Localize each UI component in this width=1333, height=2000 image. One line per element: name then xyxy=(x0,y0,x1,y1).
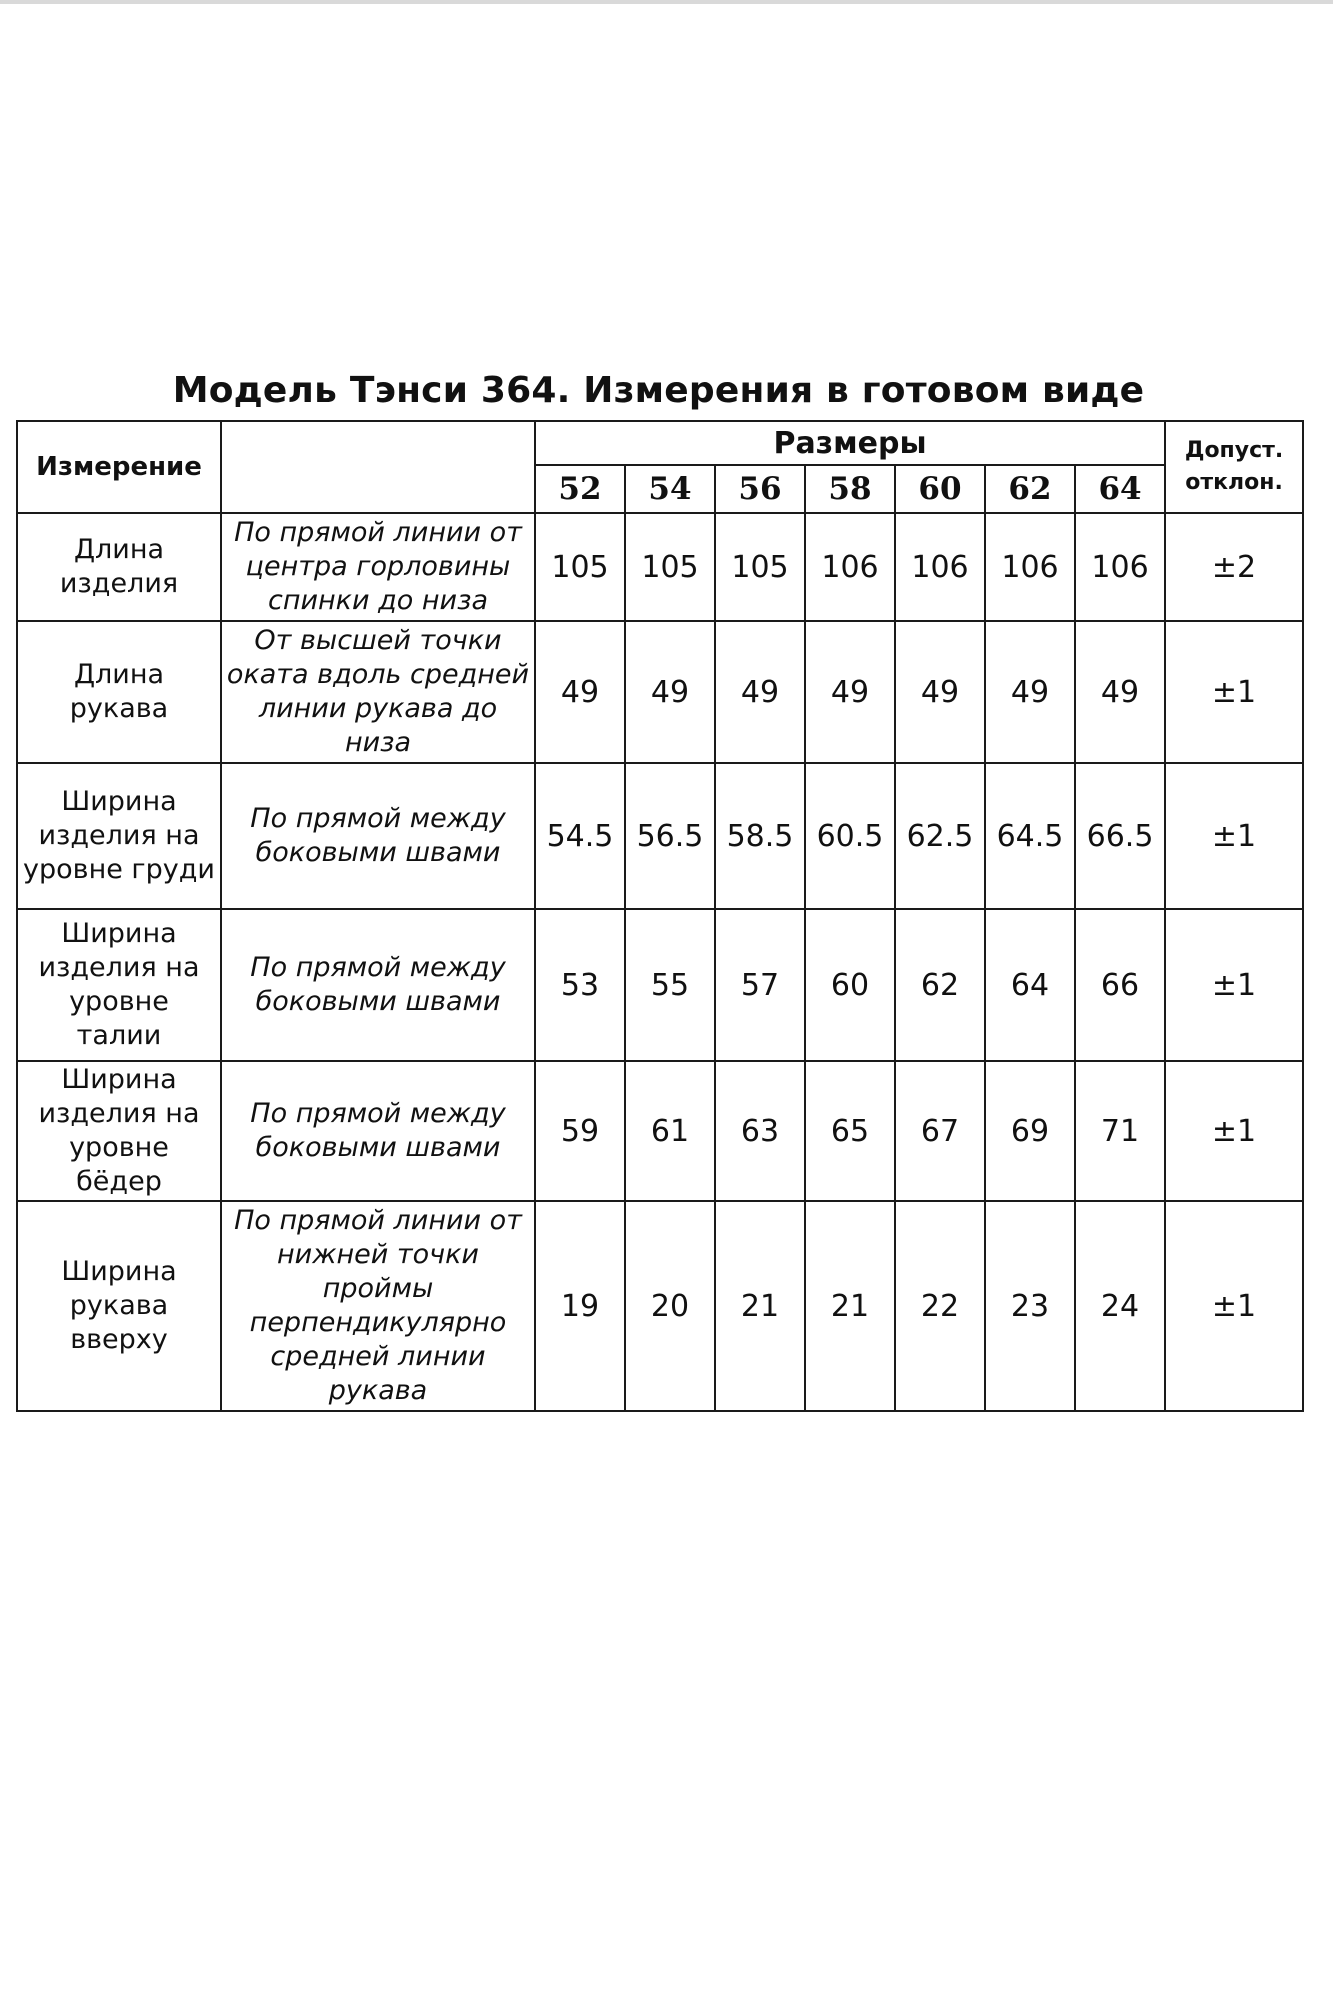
tolerance-cell: ±1 xyxy=(1165,621,1303,763)
measurement-name-line: изделия на xyxy=(38,952,200,983)
measurement-name-line: Длина xyxy=(73,659,165,690)
measurement-description-cell xyxy=(221,1201,535,1411)
measurement-name-line: Длина xyxy=(73,534,165,565)
measurement-description-line: По прямой линии от xyxy=(234,517,522,548)
measurement-name-cell xyxy=(17,513,221,621)
measurement-description-cell xyxy=(221,763,535,909)
measurement-name-line: Ширина xyxy=(61,1256,177,1287)
size-value-cell: 56.5 xyxy=(625,763,715,909)
tolerance-cell: ±1 xyxy=(1165,909,1303,1061)
measurement-name-line: Ширина xyxy=(61,786,177,817)
measurement-name-cell xyxy=(17,1061,221,1201)
measurement-description-line: рукава xyxy=(328,1375,428,1406)
measurement-description-line: боковыми швами xyxy=(255,837,501,868)
measurement-description-line: низа xyxy=(344,727,412,758)
measure-header: Измерение xyxy=(17,421,221,513)
size-value-cell: 105 xyxy=(625,513,715,621)
measurement-name-line: уровне груди xyxy=(23,854,215,885)
size-value-cell: 59 xyxy=(535,1061,625,1201)
measurement-name-line: изделия xyxy=(59,568,179,599)
measurement-name-cell xyxy=(17,909,221,1061)
measurement-description-cell xyxy=(221,513,535,621)
measurement-name-line: уровне xyxy=(69,1132,169,1163)
measurement-name-cell xyxy=(17,621,221,763)
measurement-description-line: боковыми швами xyxy=(255,986,501,1017)
size-value-cell: 65 xyxy=(805,1061,895,1201)
tolerance-cell: ±1 xyxy=(1165,1201,1303,1411)
size-value-cell: 66 xyxy=(1075,909,1165,1061)
size-value-cell: 64 xyxy=(985,909,1075,1061)
header-row-top xyxy=(17,421,1303,465)
measurement-description-line: По прямой между xyxy=(250,1098,506,1129)
table-row xyxy=(17,1061,1303,1201)
size-value-cell: 24 xyxy=(1075,1201,1165,1411)
measurement-name-line: бёдер xyxy=(76,1166,162,1197)
page-title: Модель Тэнси 364. Измерения в готовом виде xyxy=(172,370,1145,411)
measurement-description-line: нижней точки xyxy=(277,1239,479,1270)
size-value-cell: 54.5 xyxy=(535,763,625,909)
tolerance-header-line: отклон. xyxy=(1185,470,1283,495)
measurement-description-line: центра горловины xyxy=(245,551,511,582)
table-row xyxy=(17,621,1303,763)
size-value-cell: 66.5 xyxy=(1075,763,1165,909)
size-value-cell: 21 xyxy=(805,1201,895,1411)
measurement-description-line: боковыми швами xyxy=(255,1132,501,1163)
measurement-name-line: талии xyxy=(76,1020,162,1051)
table-row xyxy=(17,1201,1303,1411)
size-value-cell: 62 xyxy=(895,909,985,1061)
size-value-cell: 58.5 xyxy=(715,763,805,909)
measurement-name-line: вверху xyxy=(70,1324,168,1355)
size-header-cell: 52 xyxy=(535,465,625,513)
measurement-description-line: оката вдоль средней xyxy=(226,659,530,690)
measurement-name-line: Ширина xyxy=(61,1064,177,1095)
size-value-cell: 105 xyxy=(715,513,805,621)
measurement-name-cell xyxy=(17,763,221,909)
size-value-cell: 55 xyxy=(625,909,715,1061)
table-row xyxy=(17,763,1303,909)
measurement-name-cell xyxy=(17,1201,221,1411)
size-value-cell: 21 xyxy=(715,1201,805,1411)
size-header-cell: 58 xyxy=(805,465,895,513)
measurement-description-line: проймы xyxy=(322,1273,434,1304)
size-value-cell: 63 xyxy=(715,1061,805,1201)
size-header-cell: 62 xyxy=(985,465,1075,513)
tolerance-header-line: Допуст. xyxy=(1184,438,1284,463)
measurement-name-line: уровне xyxy=(69,986,169,1017)
size-value-cell: 61 xyxy=(625,1061,715,1201)
size-value-cell: 62.5 xyxy=(895,763,985,909)
measurement-description-line: перпендикулярно xyxy=(249,1307,507,1338)
measurement-description-line: От высшей точки xyxy=(254,625,502,656)
measurement-description-line: средней линии xyxy=(270,1341,486,1372)
size-value-cell: 67 xyxy=(895,1061,985,1201)
size-chart-table xyxy=(16,420,1304,1412)
size-value-cell: 106 xyxy=(895,513,985,621)
size-header-cell: 64 xyxy=(1075,465,1165,513)
measurement-description-line: По прямой линии от xyxy=(234,1205,522,1236)
size-value-cell: 60.5 xyxy=(805,763,895,909)
size-value-cell: 49 xyxy=(715,621,805,763)
size-value-cell: 20 xyxy=(625,1201,715,1411)
size-value-cell: 106 xyxy=(805,513,895,621)
size-value-cell: 49 xyxy=(535,621,625,763)
measurement-name-line: Ширина xyxy=(61,918,177,949)
size-value-cell: 19 xyxy=(535,1201,625,1411)
size-value-cell: 105 xyxy=(535,513,625,621)
measurement-description-cell xyxy=(221,909,535,1061)
size-value-cell: 60 xyxy=(805,909,895,1061)
tolerance-cell: ±2 xyxy=(1165,513,1303,621)
measurement-description-cell xyxy=(221,1061,535,1201)
size-value-cell: 64.5 xyxy=(985,763,1075,909)
size-value-cell: 49 xyxy=(625,621,715,763)
size-header-cell: 60 xyxy=(895,465,985,513)
table-row xyxy=(17,513,1303,621)
size-header-cell: 54 xyxy=(625,465,715,513)
table-row xyxy=(17,909,1303,1061)
size-value-cell: 22 xyxy=(895,1201,985,1411)
size-value-cell: 49 xyxy=(805,621,895,763)
measurement-description-line: По прямой между xyxy=(250,952,506,983)
measurement-description-line: спинки до низа xyxy=(267,585,488,616)
measurement-name-line: изделия на xyxy=(38,1098,200,1129)
size-value-cell: 53 xyxy=(535,909,625,1061)
tolerance-header xyxy=(1165,421,1303,513)
tolerance-cell: ±1 xyxy=(1165,1061,1303,1201)
measurement-description-cell xyxy=(221,621,535,763)
size-value-cell: 49 xyxy=(985,621,1075,763)
size-value-cell: 23 xyxy=(985,1201,1075,1411)
size-header-cell: 56 xyxy=(715,465,805,513)
size-value-cell: 71 xyxy=(1075,1061,1165,1201)
size-value-cell: 57 xyxy=(715,909,805,1061)
measurement-name-line: рукава xyxy=(69,1290,169,1321)
sizes-header: Размеры xyxy=(535,421,1165,465)
size-value-cell: 49 xyxy=(895,621,985,763)
measurement-description-line: линии рукава до xyxy=(258,693,498,724)
size-value-cell: 106 xyxy=(1075,513,1165,621)
measurement-name-line: рукава xyxy=(69,693,169,724)
size-value-cell: 106 xyxy=(985,513,1075,621)
measurement-description-line: По прямой между xyxy=(250,803,506,834)
tolerance-cell: ±1 xyxy=(1165,763,1303,909)
description-header xyxy=(221,421,535,513)
table-body xyxy=(17,513,1303,1411)
size-value-cell: 49 xyxy=(1075,621,1165,763)
measurement-name-line: изделия на xyxy=(38,820,200,851)
size-value-cell: 69 xyxy=(985,1061,1075,1201)
top-divider xyxy=(0,0,1333,4)
